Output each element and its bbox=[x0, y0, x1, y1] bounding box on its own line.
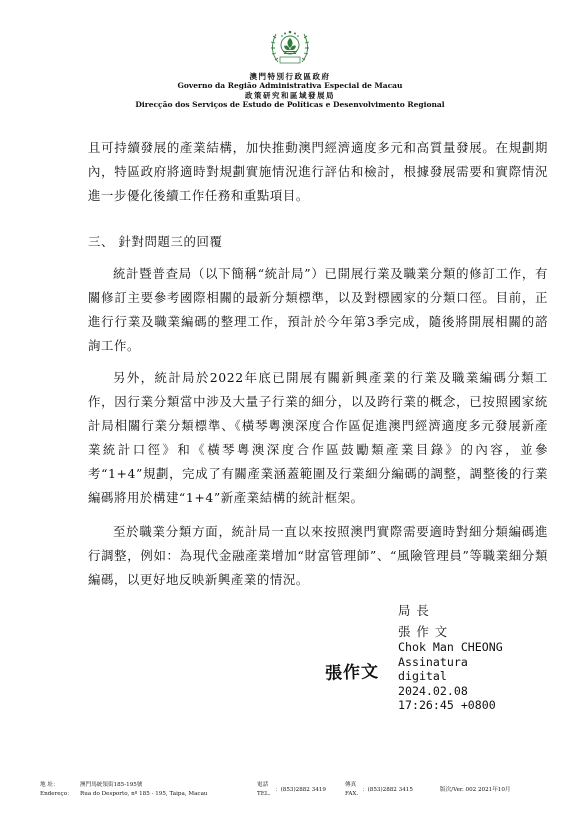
signer-name: 張作文 bbox=[398, 624, 454, 639]
dept-name-pt: Direcção dos Serviços de Estudo de Políticas e Desenvolvimento Regional bbox=[135, 100, 445, 109]
fax-number: ：(853)2882 3415 bbox=[362, 787, 413, 793]
section-heading: 三、 針對問題三的回覆 bbox=[88, 234, 223, 249]
handwritten-signature: 張作文 bbox=[324, 662, 380, 684]
macau-emblem-icon bbox=[264, 26, 316, 68]
page-footer bbox=[0, 781, 580, 811]
gov-name-cn: 澳門特別行政區政府 bbox=[249, 72, 331, 81]
tel-cn-label: 電話 bbox=[257, 782, 269, 788]
fax-cn-label: 傳真 bbox=[345, 782, 357, 788]
paragraph-occupations: 至於職業分類方面，統計局一直以來按照澳門實際需要適時對細分類編碼進行調整，例如：為現代金融產業增加“財富管理師”、“風險管理員”等職業細分類編碼，以更好地反映新興產業的情況。 bbox=[88, 524, 548, 587]
tel-number: ：(853)2882 3419 bbox=[275, 787, 326, 793]
paragraph-statistics: 統計暨普查局（以下簡稱“統計局”）已開展行業及職業分類的修訂工作，有關修訂主要參考國際相關的最新分類標準，以及對標國家的分類口徑。目前，正進行行業及職業編碼的整理工作，預計於今年第3季完成，隨後將開展相關的諮詢工作。 bbox=[88, 266, 548, 353]
paragraph-new-industries: 另外，統計局於2022年底已開展有關新興產業的行業及職業編碼分類工作，因行業分類當中涉及大量子行業的細分，以及跨行業的概念，已按照國家統計局相關行業分類標準、《橫琴粵澳深度合作區促進澳門經濟適度多元發展新產業統計口徑》和《橫琴粵澳深度合作區鼓勵類產業目錄》的內容，並參考“1+4”規劃，完成了有關產業涵蓋範圍及行業細分編碼的調整，調整後的行業編碼將用於構建“1+4”新產業結構的統計框架。 bbox=[88, 370, 548, 505]
document-version: 版次/Ver. 002 2021年10月 bbox=[440, 787, 511, 793]
address-pt-label: Endereço： bbox=[40, 791, 73, 797]
fax-label: FAX. bbox=[345, 791, 359, 797]
signer-title: 局長 bbox=[398, 603, 435, 618]
address-pt: Rua do Desporto, nº 185 - 195, Taipa, Macau bbox=[80, 791, 208, 797]
address-cn-label: 地 址： bbox=[40, 782, 59, 788]
gov-name-pt: Governo da Região Administrativa Especial de Macau bbox=[177, 81, 403, 90]
dept-name-cn: 政策研究和區域發展局 bbox=[245, 91, 335, 100]
address-cn: 澳門馬統領街185-195號 bbox=[80, 782, 143, 788]
paragraph-continuation: 且可持續發展的產業結構，加快推動澳門經濟適度多元和高質量發展。在規劃期內，特區政府將適時對規劃實施情況進行評估和檢討，根據發展需要和實際情況進一步優化後續工作任務和重點項目。 bbox=[88, 140, 548, 203]
digital-signature-info: Chok Man CHEONG Assinatura digital 2024.02.08 17:26:45 +0800 bbox=[398, 640, 503, 712]
tel-label: TEL. bbox=[257, 791, 271, 797]
